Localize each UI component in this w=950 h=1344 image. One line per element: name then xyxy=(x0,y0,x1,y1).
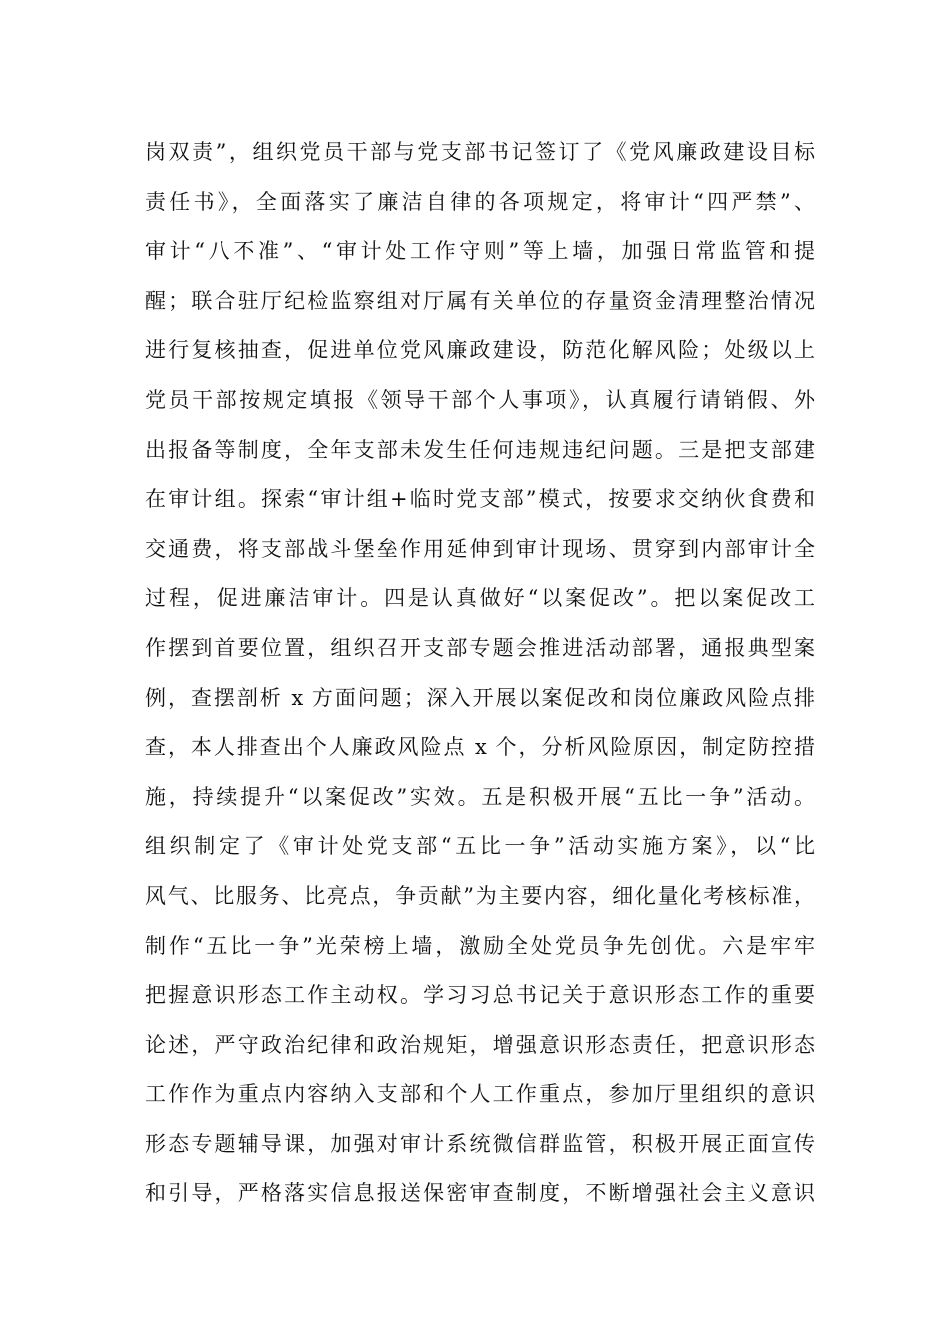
text-line: 岗双责”，组织党员干部与党支部书记签订了《党风廉政建设目标 xyxy=(145,140,815,164)
text-line: 在审计组。探索“审计组+临时党支部”模式，按要求交纳伙食费和 xyxy=(145,487,815,512)
text-line: 和引导，严格落实信息报送保密审查制度，不断增强社会主义意识 xyxy=(145,1181,815,1206)
text-line: 把握意识形态工作主动权。学习习总书记关于意识形态工作的重要 xyxy=(145,983,815,1008)
text-line: 出报备等制度，全年支部未发生任何违规违纪问题。三是把支部建 xyxy=(145,437,815,462)
text-line: 交通费，将支部战斗堡垒作用延伸到审计现场、贯穿到内部审计全 xyxy=(145,536,815,561)
body-paragraph xyxy=(145,128,815,1219)
text-line: 进行复核抽查，促进单位党风廉政建设，防范化解风险；处级以上 xyxy=(145,338,815,363)
text-line: 例，查摆剖析 x 方面问题；深入开展以案促改和岗位廉政风险点排 xyxy=(145,685,815,710)
text-line: 形态专题辅导课，加强对审计系统微信群监管，积极开展正面宣传 xyxy=(145,1131,815,1156)
text-line: 过程，促进廉洁审计。四是认真做好“以案促改”。把以案促改工 xyxy=(145,586,815,611)
text-line: 论述，严守政治纪律和政治规矩，增强意识形态责任，把意识形态 xyxy=(145,1032,815,1057)
text-line: 醒；联合驻厅纪检监察组对厅属有关单位的存量资金清理整治情况 xyxy=(145,288,815,313)
text-line: 施，持续提升“以案促改”实效。五是积极开展“五比一争”活动。 xyxy=(145,784,815,809)
text-line: 责任书》，全面落实了廉洁自律的各项规定，将审计“四严禁”、 xyxy=(145,189,815,214)
text-line: 审计“八不准”、“审计处工作守则”等上墙，加强日常监管和提 xyxy=(145,239,815,264)
text-line: 风气、比服务、比亮点，争贡献”为主要内容，细化量化考核标准， xyxy=(145,883,815,908)
text-line: 制作“五比一争”光荣榜上墙，激励全处党员争先创优。六是牢牢 xyxy=(145,933,815,958)
text-line: 工作作为重点内容纳入支部和个人工作重点，参加厅里组织的意识 xyxy=(145,1082,815,1107)
text-line: 查，本人排查出个人廉政风险点 x 个，分析风险原因，制定防控措 xyxy=(145,735,815,760)
text-line: 党员干部按规定填报《领导干部个人事项》，认真履行请销假、外 xyxy=(145,387,815,412)
text-line: 作摆到首要位置，组织召开支部专题会推进活动部署，通报典型案 xyxy=(145,635,815,660)
text-line: 组织制定了《审计处党支部“五比一争”活动实施方案》，以“比 xyxy=(145,834,815,859)
